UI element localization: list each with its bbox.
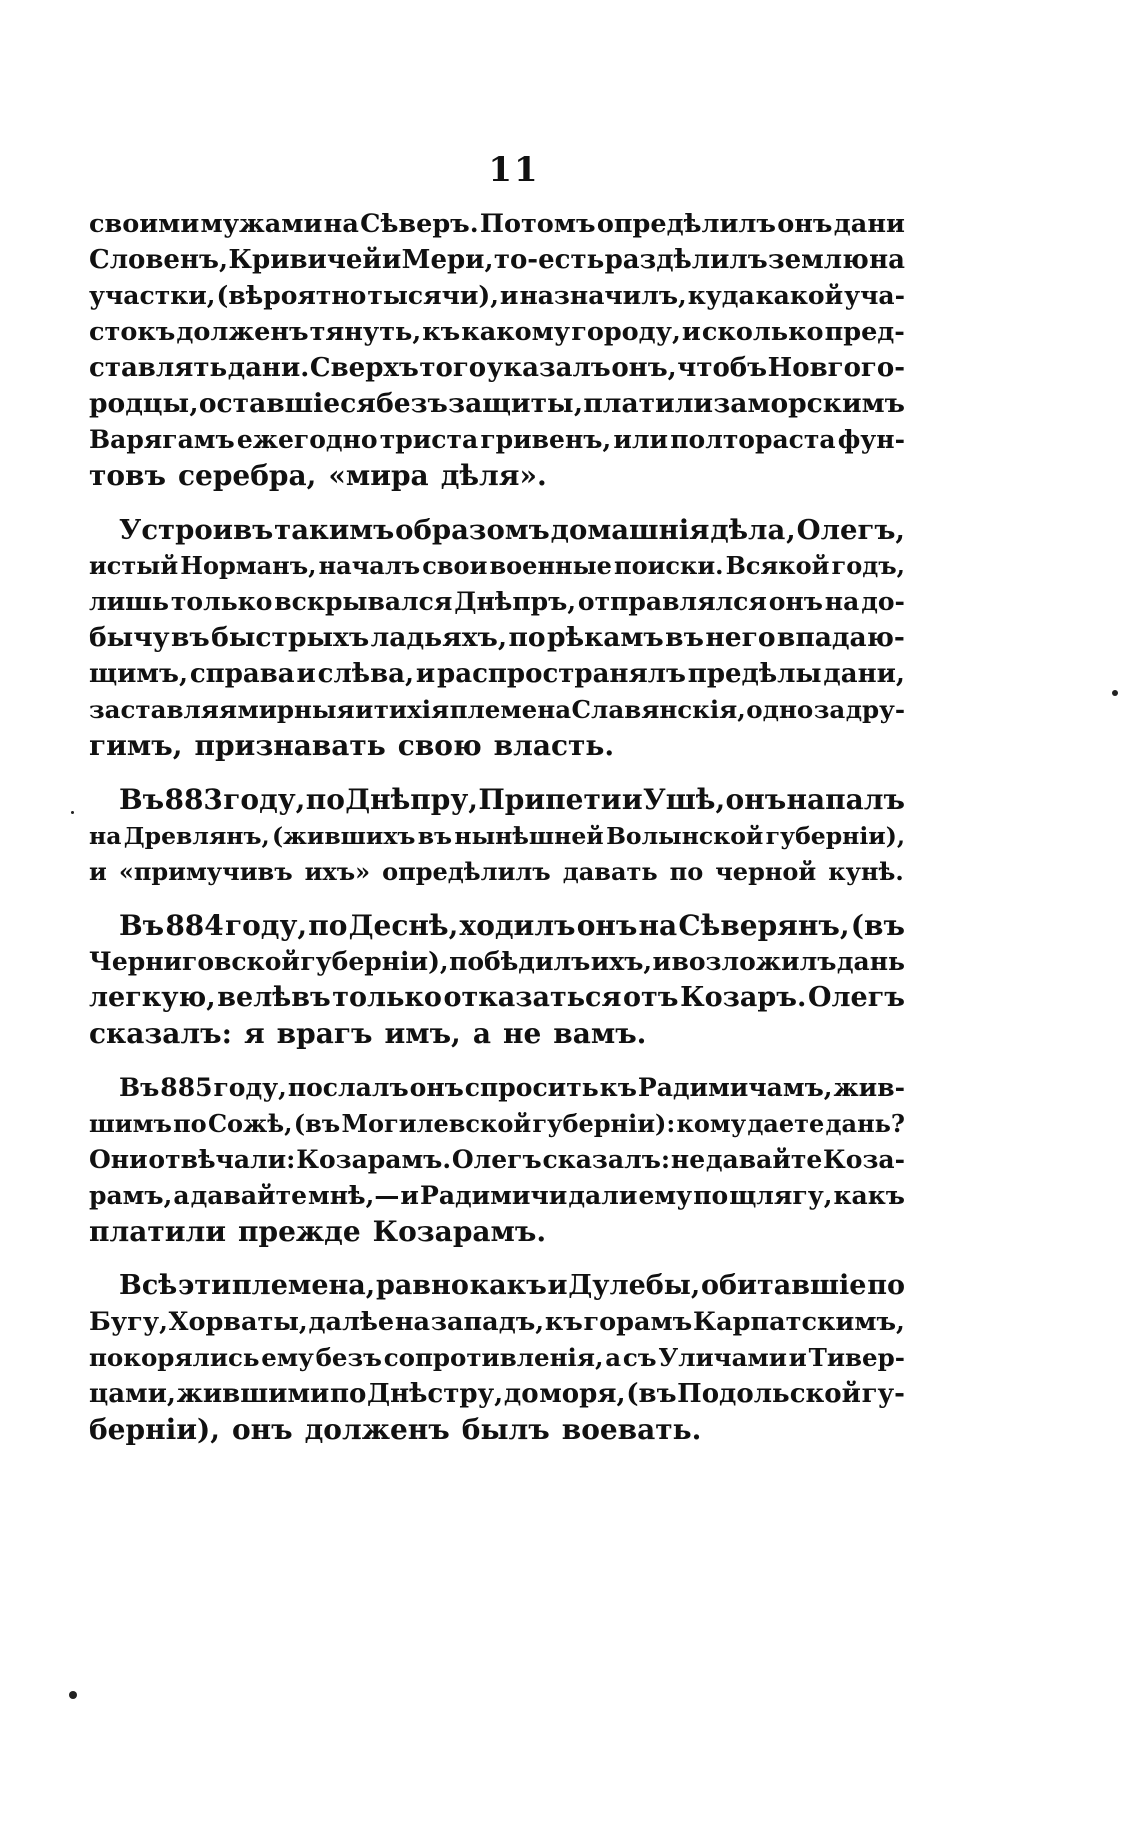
text-line: рамъ, а давайте мнѣ,— и Радимичи дали ему по щлягу, какъ	[89, 1181, 905, 1210]
text-line: Всѣ эти племена, равно какъ и Дулебы, обитавшіе по	[119, 1270, 905, 1301]
text-line: Варягамъ ежегодно триста гривенъ, или полтораста фун-	[89, 425, 905, 454]
paragraph	[89, 1070, 905, 1250]
ink-speck	[1112, 690, 1118, 696]
text-line: гимъ, признавать свою власть.	[89, 729, 615, 762]
text-line: Словенъ, Кривичей и Мери, то-есть раздѣлилъ землю на	[89, 245, 905, 275]
ink-speck	[71, 811, 74, 814]
text-line: щимъ, справа и слѣва, и распространялъ предѣлы дани,	[89, 659, 905, 689]
text-line: Въ 884 году, по Деснѣ, ходилъ онъ на Сѣверянъ, (въ	[119, 909, 905, 942]
text-line: и «примучивъ ихъ» опредѣлилъ давать по черной кунѣ.	[89, 857, 904, 886]
paragraph	[89, 908, 905, 1052]
paragraph	[89, 782, 905, 890]
text-line: заставляя мирныя и тихія племена Славянскія, одно за дру-	[89, 695, 905, 724]
text-line: легкую, велѣвъ только отказаться отъ Козаръ. Олегъ	[89, 982, 905, 1013]
ink-speck	[69, 1691, 77, 1699]
text-line: Бугу, Хорваты, далѣе на западъ, къ горамъ Карпатскимъ,	[89, 1307, 905, 1337]
text-line: лишь только вскрывался Днѣпръ, отправлялся онъ на до-	[89, 587, 905, 616]
text-line: своими мужами на Сѣверъ. Потомъ опредѣлилъ онъ дани	[89, 209, 905, 239]
text-line: стокъ долженъ тянуть, къ какому городу, и сколько пред-	[89, 317, 905, 347]
text-line: Черниговской губерніи), побѣдилъ ихъ, и возложилъ дань	[89, 947, 905, 976]
text-line: товъ серебра, «мира дѣля».	[89, 459, 547, 492]
body-text	[89, 206, 905, 1466]
text-line: на Древлянъ, (жившихъ въ нынѣшней Волынской губерніи),	[89, 822, 905, 850]
text-line: Въ 885 году, послалъ онъ спросить къ Радимичамъ, жив-	[119, 1073, 905, 1102]
text-line: берніи), онъ долженъ былъ воевать.	[89, 1413, 702, 1446]
text-line: сказалъ: я врагъ имъ, а не вамъ.	[89, 1017, 647, 1050]
text-line: цами, жившими по Днѣстру, до моря, (въ Подольской гу-	[89, 1379, 905, 1409]
text-line: бычу въ быстрыхъ ладьяхъ, по рѣкамъ въ него впадаю-	[89, 622, 905, 653]
paragraph	[89, 1268, 905, 1448]
text-line: Устроивъ такимъ образомъ домашнія дѣла , Олегъ,	[119, 514, 905, 546]
page-number: 11	[488, 150, 540, 190]
text-line: ставлять дани. Сверхъ того указалъ онъ, чтобъ Новгого-	[89, 353, 905, 383]
paragraph	[89, 512, 905, 764]
text-line: участки, (вѣроятно тысячи), и назначилъ, куда какой уча-	[89, 281, 905, 310]
text-line: Они отвѣчали: Козарамъ. Олегъ сказалъ: не давайте Коза-	[89, 1145, 905, 1174]
text-line: истый Норманъ, началъ свои военные поиски. Всякой годъ,	[89, 551, 905, 580]
text-line: платили прежде Козарамъ.	[89, 1215, 547, 1248]
paragraph	[89, 206, 905, 494]
text-line: шимъ по Сожѣ, (въ Могилевской губерніи): кому даете дань?	[89, 1109, 905, 1138]
text-line: Въ 883 году, по Днѣпру, Припети и Ушѣ, онъ напалъ	[119, 783, 905, 816]
text-line: покорялись ему безъ сопротивленія, а съ Уличами и Тивер-	[89, 1343, 905, 1372]
text-line: родцы , оставшіеся безъ защиты , платили заморскимъ	[89, 388, 905, 419]
